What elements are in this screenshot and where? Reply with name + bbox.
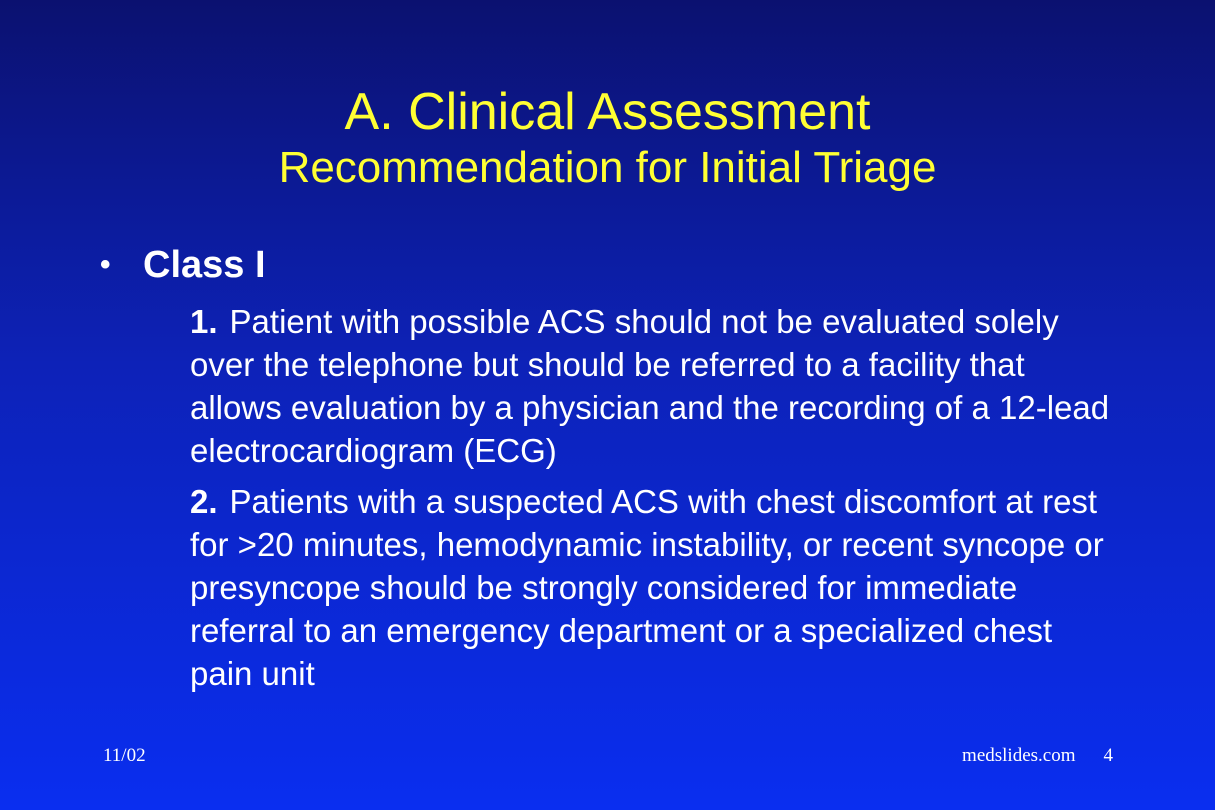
footer-source-block <box>962 745 1113 767</box>
item-number: 2. <box>190 483 218 520</box>
slide-title: A. Clinical Assessment <box>344 83 871 141</box>
slide-subtitle: Recommendation for Initial Triage <box>278 143 937 192</box>
footer-source: medslides.com <box>962 745 1076 766</box>
title-block <box>0 82 1215 194</box>
recommendation-item-1 <box>190 300 1120 472</box>
recommendation-list <box>190 300 1120 703</box>
item-text: Patient with possible ACS should not be evaluated solely over the telephone but should be referred to a facility that allows evaluation by a physician and the recording of a 12-lead electrocardiogram (ECG) <box>190 303 1110 469</box>
page-number: 4 <box>1103 745 1113 766</box>
bullet-label: Class I <box>143 244 266 286</box>
bullet-class-i <box>100 242 266 288</box>
recommendation-item-2 <box>190 480 1120 695</box>
item-number: 1. <box>190 303 218 340</box>
item-text: Patients with a suspected ACS with chest discomfort at rest for >20 minutes, hemodynamic instability, or recent syncope or presyncope should be strongly considered for immediate referral to an emergency department or a specialized chest pain unit <box>190 483 1104 692</box>
bullet-icon: • <box>100 248 111 281</box>
footer-date: 11/02 <box>103 745 146 766</box>
